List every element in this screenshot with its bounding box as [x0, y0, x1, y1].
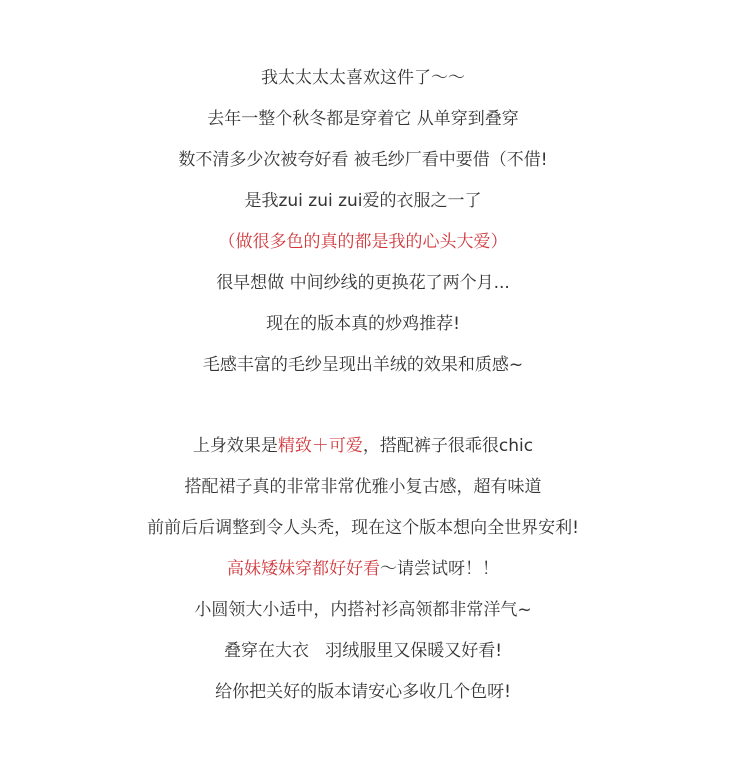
- text-line-1: [0, 63, 726, 104]
- text-line-14: [0, 636, 726, 677]
- text-segment: ，搭配裤子很乖很chic: [362, 436, 534, 456]
- text-line-2: [0, 104, 726, 145]
- text-line-15: [0, 677, 726, 718]
- text-line-7: [0, 309, 726, 350]
- text-segment: 毛感丰富的毛纱呈现出羊绒的效果和质感~: [202, 355, 524, 375]
- text-segment: 是我zui zui zui爱的衣服之一了: [244, 191, 482, 211]
- text-line-9: [0, 431, 726, 472]
- text-line-10: [0, 472, 726, 513]
- text-line-12: [0, 554, 726, 595]
- text-segment: 小圆领大小适中，内搭衬衫高领都非常洋气~: [194, 600, 532, 620]
- text-segment: 我太太太太喜欢这件了～～: [261, 68, 465, 88]
- text-segment: ～请尝试呀！！: [380, 559, 499, 579]
- text-line-13: [0, 595, 726, 636]
- text-segment: 给你把关好的版本请安心多收几个色呀!: [215, 682, 511, 702]
- product-description: [0, 63, 726, 718]
- text-segment: 很早想做 中间纱线的更换花了两个月...: [216, 273, 510, 293]
- highlight-segment: （做很多色的真的都是我的心头大爱）: [218, 232, 508, 252]
- highlight-segment: 精致＋可爱: [277, 436, 363, 456]
- text-segment: 去年一整个秋冬都是穿着它 从单穿到叠穿: [207, 109, 519, 129]
- text-segment: 数不清多少次被夸好看 被毛纱厂看中要借（不借!: [178, 150, 548, 170]
- text-line-3: [0, 145, 726, 186]
- paragraph-gap: [0, 391, 726, 431]
- text-line-6: [0, 268, 726, 309]
- text-segment: 搭配裙子真的非常非常优雅小复古感，超有味道: [184, 477, 542, 497]
- text-line-4: [0, 186, 726, 227]
- text-line-11: [0, 513, 726, 554]
- text-segment: 现在的版本真的炒鸡推荐!: [266, 314, 460, 334]
- text-line-8: [0, 350, 726, 391]
- text-segment: 叠穿在大衣 羽绒服里又保暖又好看!: [223, 641, 503, 661]
- text-segment: 前前后后调整到令人头秃，现在这个版本想向全世界安利!: [147, 518, 579, 538]
- highlight-segment: 高妹矮妹穿都好好看: [227, 559, 380, 579]
- text-segment: 上身效果是: [192, 436, 278, 456]
- text-line-5: [0, 227, 726, 268]
